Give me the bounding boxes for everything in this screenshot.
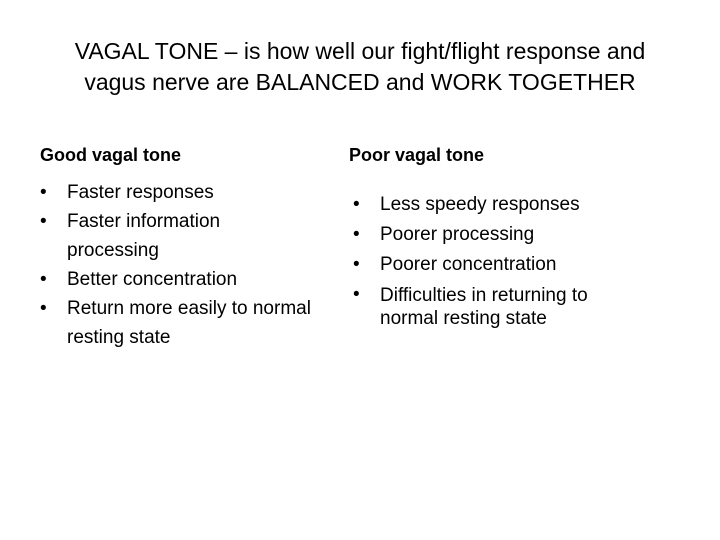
title-line-1: VAGAL TONE – is how well our fight/flight response and <box>74 38 646 64</box>
poor-vagal-tone-heading: Poor vagal tone <box>349 145 485 165</box>
poor-vagal-tone-list <box>353 190 643 330</box>
list-item-text: Poorer concentration <box>380 254 557 275</box>
list-item-text: Difficulties in returning to normal resting state <box>380 285 588 329</box>
bullet-icon: • <box>353 284 360 305</box>
bullet-icon: • <box>40 269 47 290</box>
list-item <box>40 207 360 265</box>
list-item-text: Faster information processing <box>67 211 221 261</box>
bullet-icon: • <box>40 182 47 203</box>
list-item-text: Better concentration <box>67 269 238 290</box>
list-item <box>40 178 360 207</box>
list-item-text: Less speedy responses <box>380 194 580 215</box>
list-item <box>40 294 360 352</box>
bullet-icon: • <box>353 224 360 245</box>
bullet-icon: • <box>40 211 47 232</box>
title-line-2: vagus nerve are BALANCED and WORK TOGETHER <box>84 69 636 95</box>
bullet-icon: • <box>353 254 360 275</box>
list-item <box>40 265 360 294</box>
list-item <box>353 220 643 250</box>
list-item <box>353 280 643 330</box>
slide-title <box>30 36 690 98</box>
list-item-text: Return more easily to normal resting state <box>67 298 311 348</box>
list-item-text: Faster responses <box>67 182 214 203</box>
bullet-icon: • <box>40 298 47 319</box>
list-item <box>353 190 643 220</box>
bullet-icon: • <box>353 194 360 215</box>
good-vagal-tone-list <box>40 178 360 352</box>
list-item-text: Poorer processing <box>380 224 535 245</box>
good-vagal-tone-heading: Good vagal tone <box>40 145 182 165</box>
list-item <box>353 250 643 280</box>
